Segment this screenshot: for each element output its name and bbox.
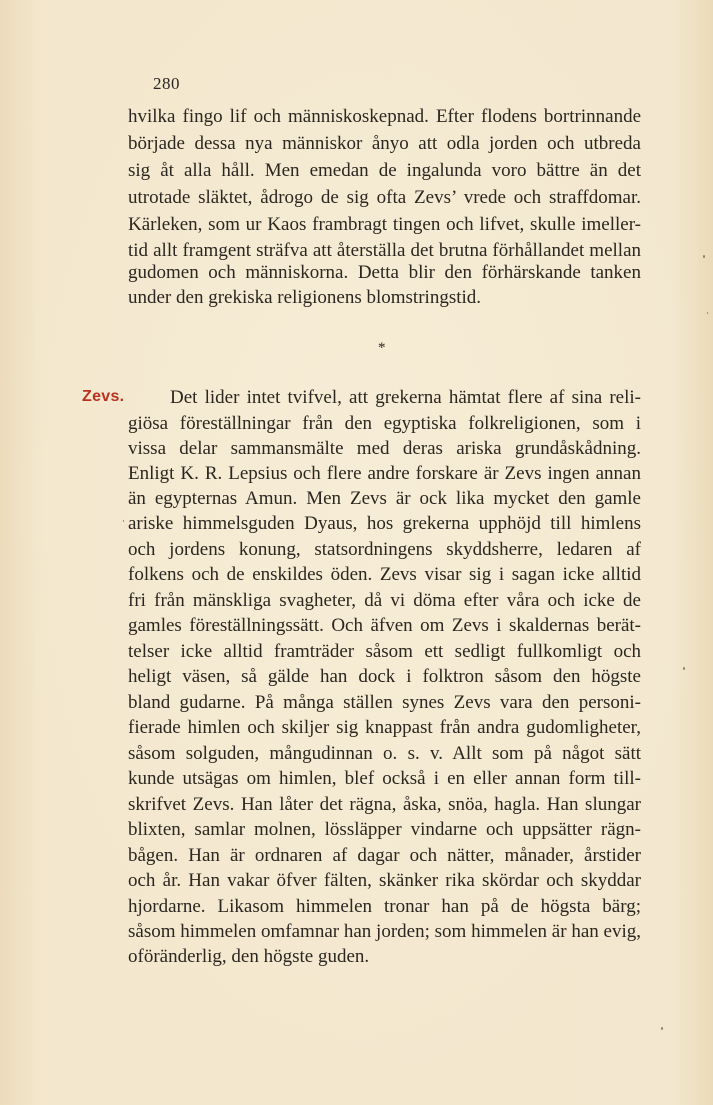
text-line: vissa delar sammansmälte med deras ariska grundåskådning. <box>128 438 641 459</box>
text-line: Det lider intet tvifvel, att grekerna hämtat flere af sina reli- <box>170 387 641 408</box>
text-line: Kärleken, som ur Kaos frambragt tingen och lifvet, skulle imeller- <box>128 214 641 235</box>
text-line: såsom solguden, mångudinnan o. s. v. Allt som på något sätt <box>128 743 641 764</box>
page-number: 280 <box>153 74 180 93</box>
text-line: hjordarne. Likasom himmelen tronar han på de högsta bärg; <box>128 896 641 917</box>
text-line: än egypternas Amun. Men Zevs är ock lika mycket den gamle <box>128 488 641 509</box>
text-line: fri från mänskliga svagheter, då vi döma efter våra och icke de <box>128 590 641 611</box>
text-line: heligt väsen, så gälde han dock i folktron såsom den högste <box>128 666 641 687</box>
text-line: folkens och de enskildes öden. Zevs visar sig i sagan icke alltid <box>128 564 641 585</box>
text-line: fierade himlen och skiljer sig knappast från andra gudomligheter, <box>128 717 641 738</box>
text-line: under den grekiska religionens blomstringstid. <box>128 287 482 308</box>
paper-speck <box>123 520 124 522</box>
text-line: och jordens konung, statsordningens skyddsherre, ledaren af <box>128 539 641 560</box>
paper-speck <box>683 667 685 670</box>
text-line: tid allt framgent sträfva att återställa det brutna förhållandet mellan <box>128 240 641 261</box>
text-line: giösa föreställningar från den egyptiska folkreligionen, som i <box>128 413 641 434</box>
text-line: bågen. Han är ordnaren af dagar och nätter, månader, årstider <box>128 845 641 866</box>
text-line: utrotade släktet, ådrogo de sig ofta Zevs’ vrede och straffdomar. <box>128 187 641 208</box>
section-divider: * <box>378 340 386 356</box>
text-line: skrifvet Zevs. Han låter det rägna, åska, snöa, hagla. Han slungar <box>128 794 641 815</box>
text-line: såsom himmelen omfamnar han jorden; som himmelen är han evig, <box>128 921 641 942</box>
text-line: sig åt alla håll. Men emedan de ingalunda voro bättre än det <box>128 160 641 181</box>
text-line: kunde utsägas om himlen, blef också i en eller annan form till- <box>128 768 641 789</box>
text-line: oföränderlig, den högste guden. <box>128 946 370 967</box>
paper-speck <box>661 1027 663 1030</box>
text-line: gudomen och människorna. Detta blir den förhärskande tanken <box>128 262 641 283</box>
text-line: och år. Han vakar öfver fälten, skänker rika skördar och skyddar <box>128 870 641 891</box>
text-line: gamles föreställningssätt. Och äfven om Zevs i skaldernas berät- <box>128 615 641 636</box>
paper-speck <box>707 312 708 314</box>
text-line: började dessa nya människor ånyo att odla jorden och utbreda <box>128 133 641 154</box>
text-line: ariske himmelsguden Dyaus, hos grekerna upphöjd till himlens <box>128 513 641 534</box>
text-line: blixten, samlar molnen, lössläpper vindarne och uppsätter rägn- <box>128 819 641 840</box>
text-line: telser icke alltid framträder såsom ett sedligt fullkomligt och <box>128 641 641 662</box>
text-line: bland gudarne. På många ställen synes Zevs vara den personi- <box>128 692 641 713</box>
paper-speck <box>703 255 705 258</box>
text-line: Enligt K. R. Lepsius och flere andre forskare är Zevs ingen annan <box>128 463 641 484</box>
marginal-note: Zevs. <box>82 388 125 405</box>
text-line: hvilka fingo lif och människoskepnad. Efter flodens bortrinnande <box>128 106 641 127</box>
